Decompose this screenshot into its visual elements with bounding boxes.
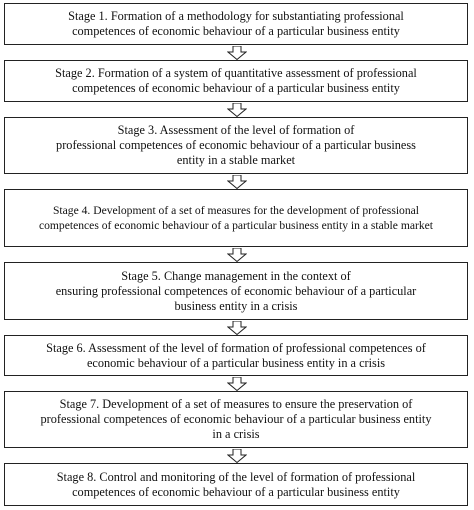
stage-7-line-2: professional competences of economic behaviour of a particular business entity [40, 412, 432, 426]
stage-2-line-2: competences of economic behaviour of a particular business entity [72, 81, 400, 95]
stage-7-text [41, 397, 432, 442]
stage-4-box [4, 189, 468, 247]
stage-8-line-2: competences of economic behaviour of a particular business entity [72, 484, 400, 499]
stage-8-text [57, 470, 416, 500]
stage-2-line-1: Stage 2. Formation of a system of quantitative assessment of professional [55, 66, 417, 80]
stage-1-text [68, 9, 404, 39]
stage-6-line-2: economic behaviour of a particular business entity in a crisis [86, 355, 386, 370]
stage-3-line-3: entity in a stable market [176, 153, 296, 167]
down-arrow-icon [227, 175, 247, 189]
down-arrow-icon [227, 103, 247, 117]
stage-6-line-1: Stage 6. Assessment of the level of formation of professional competences of [46, 340, 426, 355]
stage-3-line-1: Stage 3. Assessment of the level of formation of [117, 123, 355, 137]
stage-6-box [4, 335, 468, 376]
stage-3-text [56, 123, 416, 168]
down-arrow-icon [227, 321, 247, 335]
stage-1-box [4, 3, 468, 45]
stage-3-line-2: professional competences of economic behaviour of a particular business [56, 138, 416, 152]
stage-1-line-2: competences of economic behaviour of a particular business entity [72, 24, 400, 38]
stage-5-box [4, 262, 468, 320]
stage-5-line-3: business entity in a crisis [174, 298, 298, 313]
stage-7-box [4, 391, 468, 448]
down-arrow-icon [227, 46, 247, 60]
stage-2-box [4, 60, 468, 102]
stage-8-line-1: Stage 8. Control and monitoring of the level of formation of professional [56, 469, 416, 484]
down-arrow-icon [227, 449, 247, 463]
stage-3-box [4, 117, 468, 174]
stage-4-line-1: Stage 4. Development of a set of measures for the development of professional [52, 204, 420, 217]
stage-2-text [55, 66, 417, 96]
stage-4-line-2: competences of economic behaviour of a particular business entity in a stable market [38, 219, 434, 232]
stage-7-line-3: in a crisis [212, 427, 260, 441]
stage-1-line-1: Stage 1. Formation of a methodology for substantiating professional [68, 9, 404, 23]
stage-6-text [46, 341, 426, 371]
stage-4-text [39, 203, 433, 233]
stage-8-box [4, 463, 468, 506]
down-arrow-icon [227, 248, 247, 262]
down-arrow-icon [227, 377, 247, 391]
stage-5-line-1: Stage 5. Change management in the context of [121, 268, 351, 283]
stage-5-text [56, 269, 417, 314]
stage-5-line-2: ensuring professional competences of economic behaviour of a particular [55, 283, 417, 298]
stage-7-line-1: Stage 7. Development of a set of measures to ensure the preservation of [59, 397, 413, 411]
